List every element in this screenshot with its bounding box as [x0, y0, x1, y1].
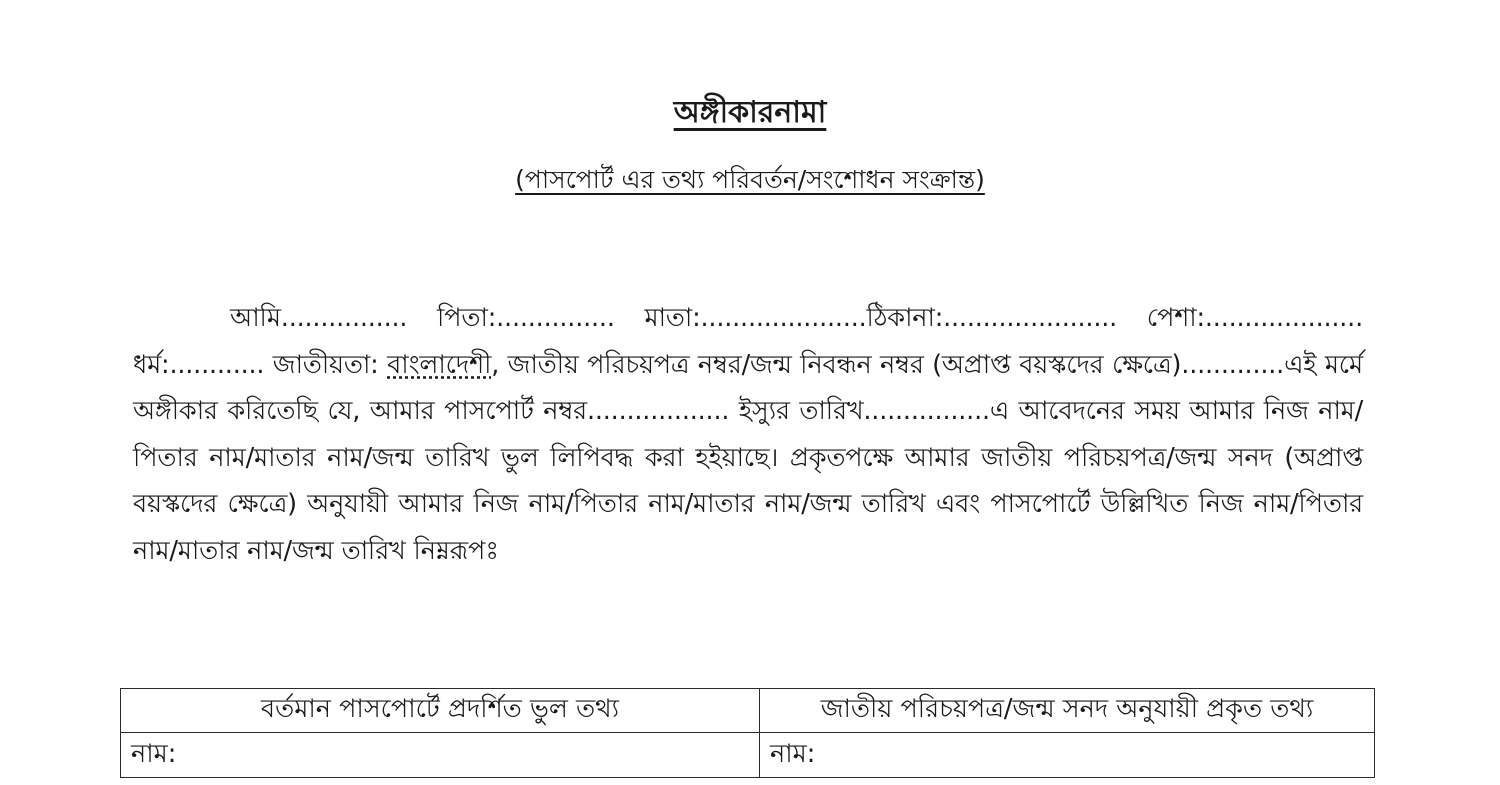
- cell-correct-name: নাম:: [760, 733, 1375, 778]
- document-subtitle: [0, 160, 1500, 203]
- declaration-text-part-2: , জাতীয় পরিচয়পত্র নম্বর/জন্ম নিবন্ধন নম্বর (অপ্রাপ্ত বয়স্কদের ক্ষেত্রে).............এই মর্মে অঙ্গীকার করিতেছি যে, আমার পাসপোর্ট নম্বর.................. ইস্যুর তারিখ................এ আবেদনের সময় আমার নিজ নাম/পিতার নাম/মাতার নাম/জন্ম তারিখ ভুল লিপিবদ্ধ করা হইয়াছে। প্রকৃতপক্ষে আমার জাতীয় পরিচয়পত্র/জন্ম সনদ (অপ্রাপ্ত বয়স্কদের ক্ষেত্রে) অনুযায়ী আমার নিজ নাম/পিতার নাম/মাতার নাম/জন্ম তারিখ এবং পাসপোর্টে উল্লিখিত নিজ নাম/পিতার নাম/মাতার নাম/জন্ম তারিখ নিম্নরূপঃ: [133, 349, 1363, 566]
- declaration-text-part-1: আমি................ পিতা:............... মাতা:.....................ঠিকানা:...................... পেশা:.................... ধর্ম:............ জাতীয়তা:: [133, 303, 1363, 380]
- document-title-text: অঙ্গীকারনামা: [673, 95, 827, 130]
- cell-wrong-name: নাম:: [121, 733, 760, 778]
- header-correct-info: জাতীয় পরিচয়পত্র/জন্ম সনদ অনুযায়ী প্রকৃত তথ্য: [760, 689, 1375, 733]
- table-header-row: [121, 689, 1375, 733]
- document-subtitle-text: (পাসপোর্ট এর তথ্য পরিবর্তন/সংশোধন সংক্রান্ত): [515, 165, 985, 194]
- nationality-value: বাংলাদেশী: [387, 349, 492, 380]
- correction-table: [120, 688, 1375, 778]
- declaration-paragraph: [133, 295, 1363, 574]
- table-row: [121, 733, 1375, 778]
- document-title: [0, 88, 1500, 139]
- header-wrong-info: বর্তমান পাসপোর্টে প্রদর্শিত ভুল তথ্য: [121, 689, 760, 733]
